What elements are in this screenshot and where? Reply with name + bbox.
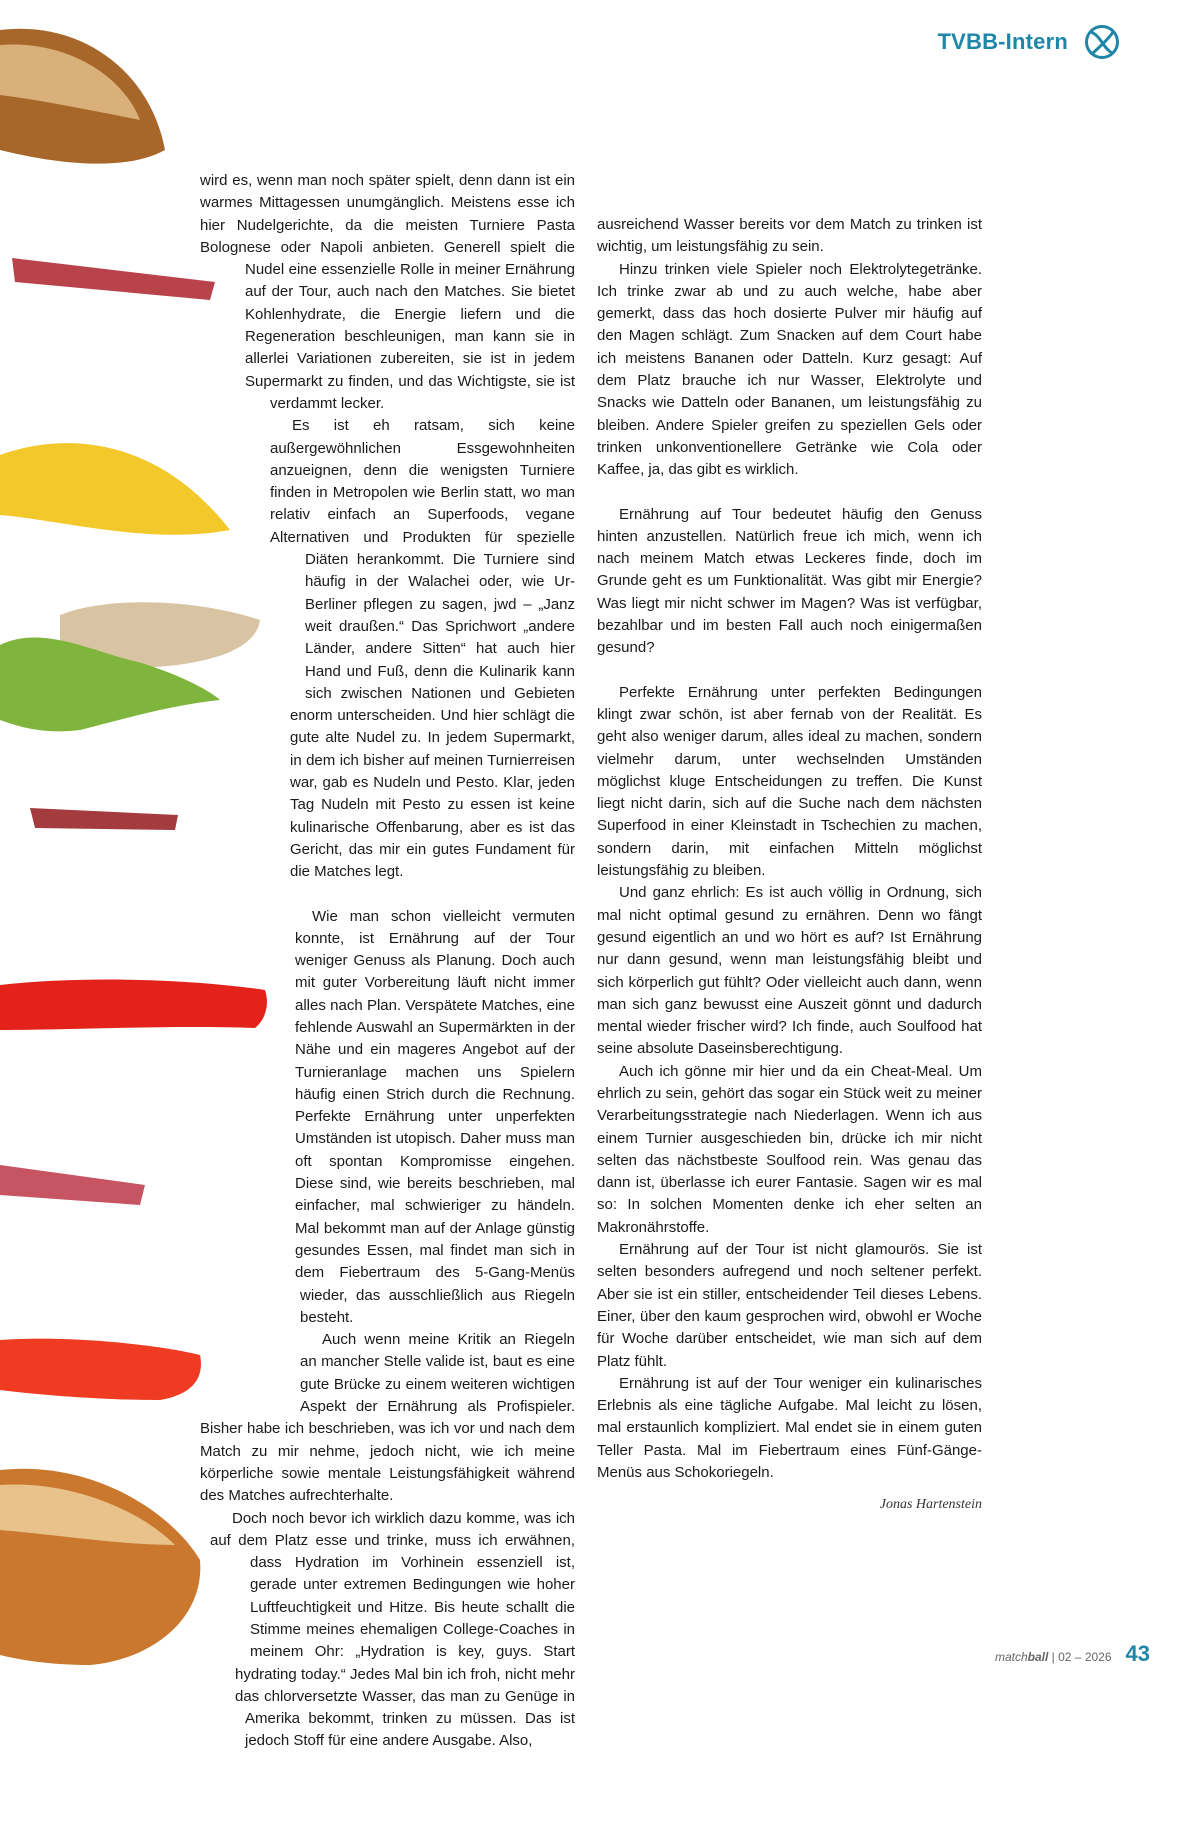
page-footer — [995, 1641, 1150, 1667]
tomato-slice — [0, 1339, 201, 1400]
page-number: 43 — [1125, 1641, 1150, 1666]
article-column-left — [200, 170, 575, 1825]
salami-slice — [0, 1165, 145, 1205]
paragraph: Hinzu trinken viele Spieler noch Elektrolytegetränke. Ich trinke zwar ab und zu auch welche, habe aber gemerkt, dass das hoch dosierte Pulver mir häufig auf den Magen schlägt. Zum Snacken auf dem Court habe ich meistens Bananen oder Datteln. Kurz gesagt: Auf dem Platz brauche ich nur Wasser, Elektrolyte und Snacks wie Datteln oder Bananen, um leistungsfähig zu bleiben. Andere Spieler greifen zu speziellen Gels oder trinken unkonventionellere Getränke wie Cola oder Kaffee, ja, das gibt es wirklich. — [597, 260, 982, 479]
magazine-issue — [995, 1650, 1112, 1664]
paragraph: ausreichend Wasser bereits vor dem Match zu trinken ist wichtig, um leistungsfähig zu sein. — [597, 216, 982, 256]
cheese-slice — [0, 443, 230, 535]
paragraph: Auch wenn meine Kritik an Riegeln an mancher Stelle valide ist, baut es eine gute Brücke zu einem weiteren wichtigen Aspekt der Ernährung als Profispieler. Bisher habe ich beschrieben, was ich vor und nach dem Match zu mir nehme, jedoch nicht, wie ich meine körperliche sowie mentale Leistungsfähigkeit während des Matches aufrechterhalte. — [200, 1331, 575, 1505]
paragraph: Es ist eh ratsam, sich keine außergewöhnlichen Essgewohnheiten anzueignen, denn die wenigsten Turniere finden in Metropolen wie Berlin statt, wo man relativ einfach an Superfoods, vegane Alternativen und Produkten für spezielle Diäten herankommt. Die Turniere sind häufig in der Walachei oder, wie Ur-Berliner pflegen zu sagen, jwd – „Janz weit draußen.“ Das Sprichwort „andere Länder, andere Sitten“ hat auch hier Hand und Fuß, denn die Kulinarik kann sich zwischen Nationen und Gebieten enorm unterscheiden. Und hier schlägt die gute alte Nudel zu. In jedem Supermarkt, in dem ich bisher auf meinen Turnierreisen war, gab es Nudeln und Pesto. Klar, jeden Tag Nudeln mit Pesto zu essen ist keine kulinarische Offenbarung, aber es ist das Gericht, das mir ein gutes Fundament für die Matches legt. — [270, 417, 575, 881]
paragraph: Ernährung auf Tour bedeutet häufig den Genuss hinten anzustellen. Natürlich freue ich mich, wenn ich nach meinem Match etwas Leckeres finde, doch im Grunde geht es um Funktionalität. Was gibt mir Energie? Was liegt mir nicht schwer im Magen? Was ist verfügbar, bezahlbar und im besten Fall auch noch einigermaßen gesund? — [597, 505, 982, 657]
paragraph: Doch noch bevor ich wirklich dazu komme, was ich auf dem Platz esse und trinke, muss ich erwähnen, dass Hydration im Vorhinein essenziell ist, gerade unter extremen Bedingungen wie hoher Luftfeuchtigkeit und Hitze. Bis heute schallt die Stimme meines ehemaligen College-Coaches in meinem Ohr: „Hydration is key, guys. Start hydrating today.“ Jedes Mal bin ich froh, nicht mehr das chlorversetzte Wasser, das man zu Genüge in Amerika bekommt, trinken zu müssen. Das ist jedoch Stoff für eine andere Ausgabe. Also, — [210, 1509, 575, 1750]
page-header — [937, 22, 1120, 62]
tennis-ball-icon — [1084, 24, 1120, 60]
section-title: TVBB-Intern — [937, 29, 1068, 54]
paragraph: wird es, wenn man noch später spielt, denn dann ist ein warmes Mittagessen unumgänglich. Meistens esse ich hier Nudelgerichte, da die meisten Turniere Pasta Bolognese oder Napoli anbieten. Generell spielt die Nudel eine essenzielle Rolle in meiner Ernährung auf der Tour, auch nach den Matches. Sie bietet Kohlenhydrate, die Energie liefern und die Regeneration beschleunigen, man kann sie in allerlei Variationen zubereiten, sie ist in jedem Supermarkt zu finden, und das Wichtigste, sie ist verdammt lecker. — [200, 172, 575, 412]
author-signature: Jonas Hartenstein — [879, 1497, 982, 1513]
issue-number: | 02 – 2026 — [1051, 1650, 1112, 1664]
paragraph: Ernährung ist auf der Tour weniger ein kulinarisches Erlebnis als eine tägliche Aufgabe. Mal leicht zu lösen, mal erstaunlich kompliziert. Mal endet sie in einem guten Teller Pasta. Mal im Fiebertraum eines Fünf-Gänge-Menüs aus Schokoriegeln. — [597, 1374, 982, 1482]
paragraph: Ernährung auf der Tour ist nicht glamourös. Sie ist selten besonders aufregend und noch seltener perfekt. Aber sie ist ein stiller, entscheidender Teil dieses Lebens. Einer, über den kaum gesprochen wird, obwohl er Woche für Woche darüber entscheidet, wie man sich auf dem Platz fühlt. — [597, 1241, 982, 1370]
magazine-name-prefix: match — [994, 1650, 1028, 1664]
paragraph: Perfekte Ernährung unter perfekten Bedingungen klingt zwar schön, ist aber fernab von der Realität. Es geht also weniger darum, alles ideal zu machen, sondern vielmehr darum, unter wechselnden Umständen möglichst kluge Entscheidungen zu treffen. Die Kunst liegt nicht darin, sich auf die Suche nach dem nächsten Superfood in einer Kleinstadt in Tschechien zu machen, sondern darin, mit einfachen Mitteln möglichst leistungsfähig zu bleiben. — [597, 683, 982, 880]
paragraph: Wie man schon vielleicht vermuten konnte, ist Ernährung auf der Tour weniger Genuss als Planung. Doch auch mit guter Vorbereitung läuft nicht immer alles nach Plan. Verspätete Matches, eine fehlende Auswahl an Supermärkten in der Nähe und ein mageres Angebot auf der Turnieranlage machen uns Spielern häufig einen Strich durch die Rechnung. Perfekte Ernährung unter unperfekten Umständen ist utopisch. Daher muss man oft spontan Kompromisse eingehen. Diese sind, wie bereits beschrieben, mal einfacher, mal schwieriger zu händeln. Mal bekommt man auf der Anlage günstig gesundes Essen, mal findet man sich in dem Fiebertraum des 5-Gang-Menüs wieder, das ausschließlich aus Riegeln besteht. — [295, 907, 575, 1326]
salami-slice — [12, 258, 215, 300]
paragraph: Und ganz ehrlich: Es ist auch völlig in Ordnung, sich mal nicht optimal gesund zu ernähren. Denn wo fängt gesund eigentlich an und wo hört es auf? Ist Ernährung nur dann gesund, wenn man leistungsfähig bleibt und sich körperlich gut fühlt? Oder vielleicht auch dann, wenn man sich ganz bewusst eine Auszeit gönnt und dadurch mental wieder frischer wird? Ich finde, auch Soulfood hat seine absolute Daseinsberechtigung. — [597, 884, 982, 1058]
article-column-right — [597, 214, 982, 1517]
paragraph: Auch ich gönne mir hier und da ein Cheat-Meal. Um ehrlich zu sein, gehört das sogar ein Stück weit zu meiner Verarbeitungsstrategie nach Niederlagen. Wenn ich aus einem Turnier ausgeschieden bin, drücke ich mir nicht selten das nächstbeste Soulfood rein. Was genau das dann ist, überlasse ich eurer Fantasie. Sagen wir es mal so: In solchen Momenten denke ich eher selten an Makronährstoffe. — [597, 1062, 982, 1236]
magazine-name-suffix: ball — [1027, 1650, 1049, 1664]
salami-slice — [30, 808, 178, 830]
